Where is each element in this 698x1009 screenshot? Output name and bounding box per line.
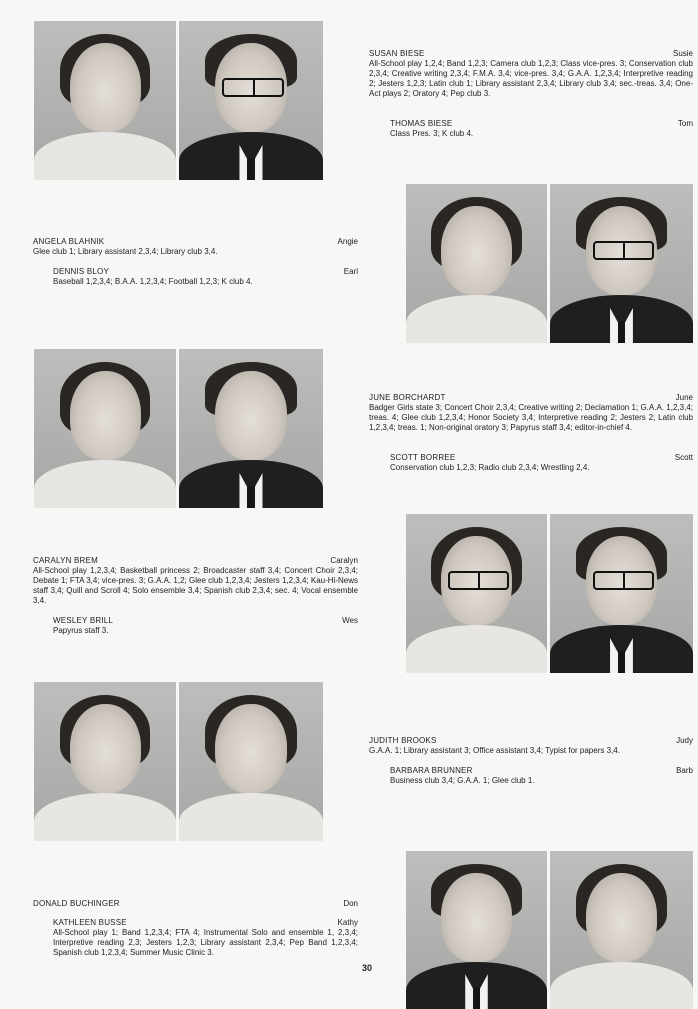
student-entry xyxy=(33,899,358,909)
student-entry xyxy=(390,453,693,473)
student-name: ANGELA BLAHNIK xyxy=(33,237,105,246)
student-name: DENNIS BLOY xyxy=(53,267,109,276)
portrait-photo xyxy=(34,682,176,841)
student-activities: Papyrus staff 3. xyxy=(53,626,109,635)
portrait-photo xyxy=(179,21,323,180)
student-name: WESLEY BRILL xyxy=(53,616,114,625)
portrait-photo xyxy=(406,184,547,343)
portrait-photo xyxy=(179,349,323,508)
student-entry xyxy=(53,918,358,958)
student-activities: G.A.A. 1; Library assistant 3; Office assistant 3,4; Typist for papers 3,4. xyxy=(369,746,620,755)
student-nickname: Kathy xyxy=(337,918,358,927)
student-activities: Glee club 1; Library assistant 2,3,4; Library club 3,4. xyxy=(33,247,218,256)
student-entry xyxy=(53,267,358,287)
student-name: DONALD BUCHINGER xyxy=(33,899,120,908)
portrait-photo xyxy=(406,851,547,1009)
page-number: 30 xyxy=(362,963,373,973)
portrait-photo xyxy=(406,514,547,673)
student-nickname: Don xyxy=(343,899,358,908)
student-nickname: Susie xyxy=(672,49,693,58)
student-nickname: Scott xyxy=(674,453,693,462)
student-name: CARALYN BREM xyxy=(33,556,98,565)
student-nickname: Wes xyxy=(342,616,358,625)
student-entry xyxy=(369,736,693,756)
student-nickname: Tom xyxy=(677,119,693,128)
student-nickname: Judy xyxy=(676,736,693,745)
portrait-photo xyxy=(550,851,693,1009)
portrait-photo xyxy=(550,514,693,673)
student-nickname: June xyxy=(675,393,693,402)
student-entry xyxy=(33,556,358,606)
student-activities: Baseball 1,2,3,4; B.A.A. 1,2,3,4; Football 1,2,3; K club 4. xyxy=(53,277,253,286)
student-activities: All-School play 1; Band 1,2,3,4; FTA 4; Instrumental Solo and ensemble 1, 2,3,4; Interpretive reading 2,3; Jesters 1,2,3; Library assistant 2,3,4; Pep Band 1,2,3,4; Spanish club 1,2,3,4; Summer Music Clinic 3. xyxy=(53,928,358,957)
student-entry xyxy=(390,766,693,786)
student-activities: Conservation club 1,2,3; Radio club 2,3,4; Wrestling 2,4. xyxy=(390,463,590,472)
student-activities: Class Pres. 3; K club 4. xyxy=(390,129,474,138)
student-name: SUSAN BIESE xyxy=(369,49,425,58)
student-nickname: Angie xyxy=(337,237,358,246)
student-activities: All-School play 1,2,3,4; Basketball princess 2; Broadcaster staff 3,4; Concert Choir 2,3,4; Debate 1; FTA 3,4; vice-pres. 3; G.A.A. 1,2; Glee club 1,2,3,4; Jesters 1,2,3,4; Kau-Hi-News staff 3,4; Quill and Scroll 4; Solo ensemble 3,4; Spanish club 2,3,4; sec. 4; Vocal ensemble 3,4. xyxy=(33,566,358,605)
student-activities: All-School play 1,2,4; Band 1,2,3; Camera club 1,2,3; Class vice-pres. 3; Conservation club 2,3,4; Creative writing 2,3,4; F.M.A. 3,4; vice-pres. 3,4; G.A.A. 1,2,3,4; Interpretive reading 2; Jesters 1,2,3; Latin club 1; Library assistant 2,3,4; Library club 3,4; sec.-treas. 3,4; One-Act plays 2; Oratory 4; Pep club 3. xyxy=(369,59,693,98)
student-nickname: Caralyn xyxy=(330,556,358,565)
student-name: JUNE BORCHARDT xyxy=(369,393,446,402)
student-name: SCOTT BORREE xyxy=(390,453,456,462)
student-entry xyxy=(369,393,693,433)
portrait-photo xyxy=(550,184,693,343)
student-entry xyxy=(390,119,693,139)
student-nickname: Barb xyxy=(676,766,693,775)
student-name: THOMAS BIESE xyxy=(390,119,453,128)
portrait-photo xyxy=(34,21,176,180)
student-activities: Badger Girls state 3; Concert Choir 2,3,4; Creative writing 2; Declamation 1; G.A.A. 1,2,3,4; treas. 4; Glee club 1,2,3,4; Honor Society 3,4; Interpretive reading 2; Jesters 2; Latin club 1,2,3,4; treas. 1; Non-original oratory 3; Papyrus staff 3,4; editor-in-chief 4. xyxy=(369,403,693,432)
portrait-photo xyxy=(179,682,323,841)
student-entry xyxy=(33,237,358,257)
portrait-photo xyxy=(34,349,176,508)
student-name: JUDITH BROOKS xyxy=(369,736,437,745)
student-entry xyxy=(53,616,358,636)
student-name: KATHLEEN BUSSE xyxy=(53,918,127,927)
student-name: BARBARA BRUNNER xyxy=(390,766,473,775)
student-activities: Business club 3,4; G.A.A. 1; Glee club 1. xyxy=(390,776,535,785)
student-nickname: Earl xyxy=(343,267,358,276)
student-entry xyxy=(369,49,693,99)
